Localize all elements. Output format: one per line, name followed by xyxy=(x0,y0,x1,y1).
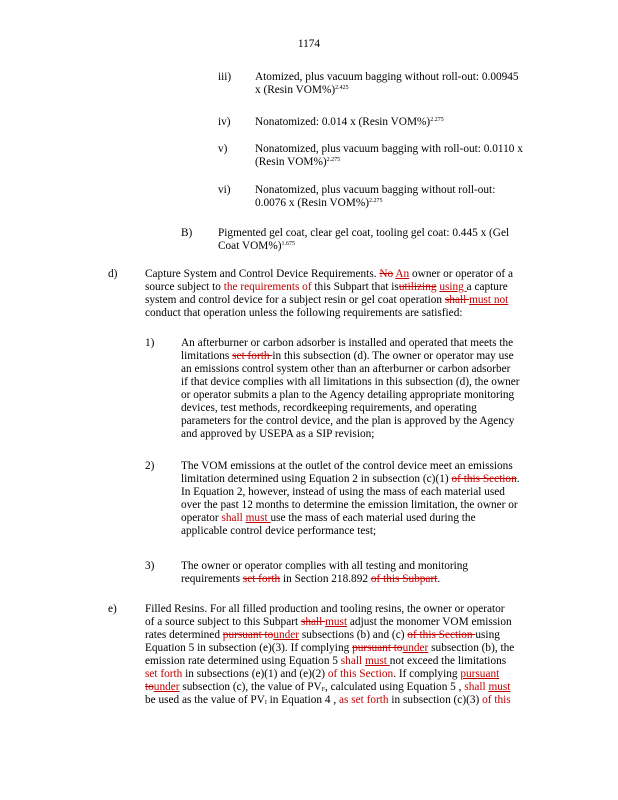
section-e-line7: tounder subsection (c), the value of $PV_F$, calculated using Equation 5 , shall must xyxy=(145,681,511,693)
section-d-line1: Capture System and Control Device Requirements. No An owner or operator of a xyxy=(145,268,514,280)
section-d-line2: source subject to the requirements of this Subpart that isutilizing using a capture xyxy=(145,281,508,293)
item-iv-line1: Nonatomized: 0.014 x (Resin VOM%)$^{2.275}$ xyxy=(255,116,444,128)
section-d-line3: system and control device for a subject resin or gel coat operation shall must not xyxy=(145,294,509,306)
d2-line3: In Equation 2, however, instead of using the mass of each material used xyxy=(181,486,505,498)
item-b-line2: Coat VOM%)$^{1.675}$ xyxy=(218,240,295,252)
section-e-line2: of a source subject to this Subpart shall must adjust the monomer VOM emission xyxy=(145,616,512,628)
item-label-v: v) xyxy=(218,143,228,155)
subsection-label-2: 2) xyxy=(145,460,155,472)
d3-line1: The owner or operator complies with all testing and monitoring xyxy=(181,560,469,572)
item-label-iii: iii) xyxy=(218,71,232,83)
section-d-line4: conduct that operation unless the following requirements are satisfied: xyxy=(145,307,463,319)
item-iii-line2: x (Resin VOM%)$^{2.425}$ xyxy=(255,84,349,96)
item-v-line2: (Resin VOM%)$^{2.275}$ xyxy=(255,156,341,168)
d1-line1: An afterburner or carbon adsorber is installed and operated that meets the xyxy=(181,337,514,349)
item-b-line1: Pigmented gel coat, clear gel coat, tooling gel coat: 0.445 x (Gel xyxy=(218,227,510,239)
subsection-label-1: 1) xyxy=(145,337,155,349)
d1-line4: if that device complies with all limitations in this subsection (d), the owner xyxy=(181,376,520,388)
d1-line3: an emissions control system other than an afterburner or carbon adsorber xyxy=(181,363,511,375)
section-e-line4: Equation 5 in subsection (e)(3). If complying pursuant tounder subsection (b), the xyxy=(145,642,515,654)
section-e-line6: set forth in subsections (e)(1) and (e)(2) of this Section. If complying pursuant xyxy=(145,668,500,680)
d1-line8: and approved by USEPA as a SIP revision; xyxy=(181,428,375,440)
item-vi-line2: 0.0076 x (Resin VOM%)$^{2.275}$ xyxy=(255,197,383,209)
d2-line2: limitation determined using Equation 2 in subsection (c)(1) of this Section. xyxy=(181,473,520,485)
page-number: 1174 xyxy=(297,38,321,50)
section-label-e: e) xyxy=(108,603,117,615)
section-e-line8: be used as the value of $PV_I$ in Equation 4 , as set forth in subsection (c)(3) of this xyxy=(145,694,511,706)
subsection-label-3: 3) xyxy=(145,560,155,572)
item-label-iv: iv) xyxy=(218,116,231,128)
item-iii-line1: Atomized, plus vacuum bagging without roll-out: 0.00945 xyxy=(255,71,519,83)
d2-line6: applicable control device performance test; xyxy=(181,525,377,537)
section-e-line3: rates determined pursuant tounder subsections (b) and (c) of this Section using xyxy=(145,629,500,641)
d1-line6: devices, test methods, recordkeeping requirements, and operating xyxy=(181,402,477,414)
item-vi-line1: Nonatomized, plus vacuum bagging without roll-out: xyxy=(255,184,496,196)
item-label-vi: vi) xyxy=(218,184,231,196)
item-v-line1: Nonatomized, plus vacuum bagging with roll-out: 0.0110 x xyxy=(255,143,523,155)
item-label-b: B) xyxy=(181,227,193,239)
d1-line7: parameters for the control device, and the plan is approved by the Agency xyxy=(181,415,515,427)
section-e-line5: emission rate determined using Equation 5 shall must not exceed the limitations xyxy=(145,655,507,667)
d1-line5: or operator submits a plan to the Agency detailing appropriate monitoring xyxy=(181,389,515,401)
section-label-d: d) xyxy=(108,268,118,280)
d2-line5: operator shall must use the mass of each material used during the xyxy=(181,512,476,524)
d2-line4: over the past 12 months to determine the emission limitation, the owner or xyxy=(181,499,518,511)
d2-line1: The VOM emissions at the outlet of the control device meet an emissions xyxy=(181,460,513,472)
d1-line2: limitations set forth in this subsection (d). The owner or operator may use xyxy=(181,350,514,362)
d3-line2: requirements set forth in Section 218.892 of this Subpart. xyxy=(181,573,441,585)
section-e-line1: Filled Resins. For all filled production and tooling resins, the owner or operator xyxy=(145,603,505,615)
